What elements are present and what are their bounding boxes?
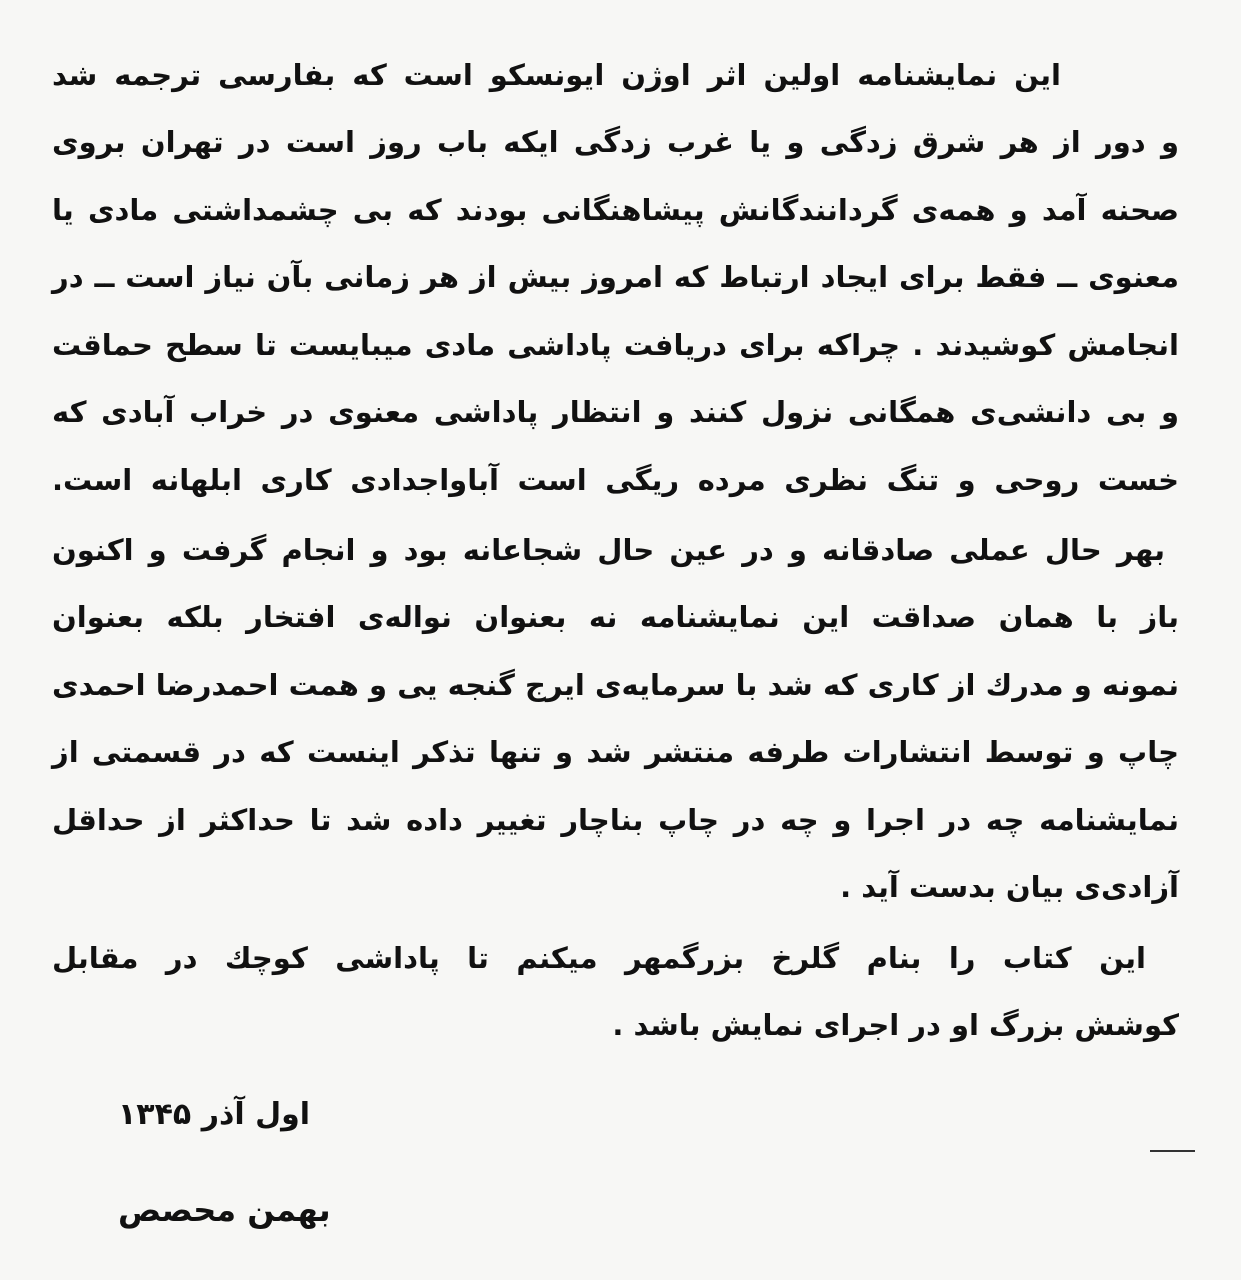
signature: بهمن محصص (118, 1191, 331, 1229)
text-line: نمایشنامه چه در اجرا و چه در چاپ بناچار تغییر داده شد تا حداکثر از حداقل (52, 803, 1179, 837)
text-line: و بی دانشی‌ی همگانی نزول کنند و انتظار پاداشی معنوی در خراب آبادی که (52, 395, 1179, 429)
text-line: بهر حال عملی صادقانه و در عین حال شجاعانه بود و انجام گرفت و اکنون (52, 533, 1165, 567)
date: اول آذر ۱۳۴۵ (118, 1097, 311, 1132)
text-line: کوشش بزرگ او در اجرای نمایش باشد . (612, 1008, 1179, 1042)
text-line: انجامش کوشیدند . چراکه برای دریافت پاداشی مادی میبایست تا سطح حماقت (52, 328, 1179, 362)
text-line: نمونه و مدرك از کاری که شد با سرمایه‌ی ایرج گنجه یی و همت احمدرضا احمدی (52, 668, 1179, 702)
text-line: این نمایشنامه اولین اثر اوژن ایونسکو است که بفارسی ترجمه شد (52, 58, 1061, 92)
text-line: معنوی ــ فقط برای ایجاد ارتباط که امروز بیش از هر زمانی بآن نیاز است ــ در (52, 260, 1179, 294)
margin-mark (1150, 1150, 1195, 1152)
text-line: آزادی‌ی بیان بدست آید . (840, 870, 1179, 904)
text-line: این کتاب را بنام گلرخ بزرگمهر میکنم تا پاداشی کوچك در مقابل (52, 941, 1146, 975)
text-line: باز با همان صداقت این نمایشنامه نه بعنوان نواله‌ی افتخار بلکه بعنوان (52, 600, 1179, 634)
text-line: و دور از هر شرق زدگی و یا غرب زدگی ایکه باب روز است در تهران بروی (52, 125, 1179, 159)
text-line: خست روحی و تنگ نظری مرده ریگی است آباواجدادی کاری ابلهانه است. (52, 463, 1179, 497)
text-line: چاپ و توسط انتشارات طرفه منتشر شد و تنها تذکر اینست که در قسمتی از (52, 735, 1179, 769)
text-line: صحنه آمد و همه‌ی گردانندگانش پیشاهنگانی بودند که بی چشمداشتی مادی یا (52, 193, 1179, 227)
